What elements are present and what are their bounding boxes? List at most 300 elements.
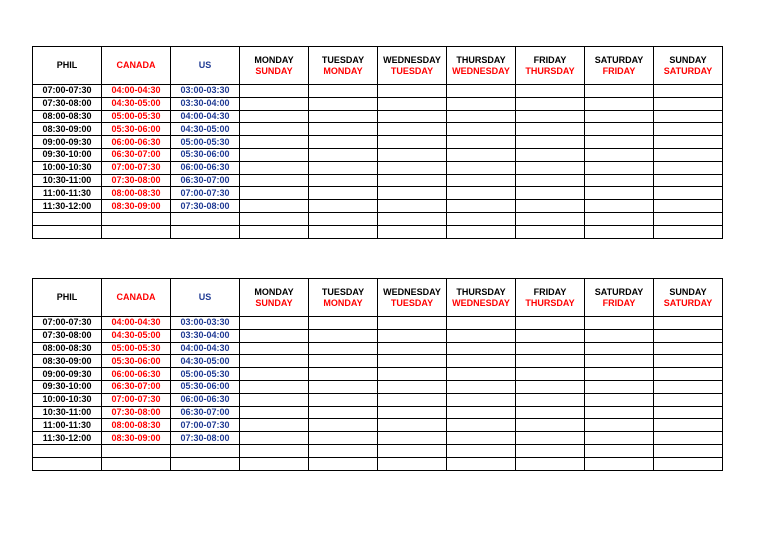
phil-time-cell: 09:30-10:00 bbox=[33, 148, 102, 161]
table-row bbox=[33, 419, 723, 432]
schedule-cell bbox=[378, 317, 447, 330]
us-time-cell: 03:30-04:00 bbox=[171, 329, 240, 342]
phil-header: PHIL bbox=[33, 279, 102, 317]
schedule-cell bbox=[516, 393, 585, 406]
schedule-cell bbox=[654, 174, 723, 187]
schedule-cell bbox=[447, 342, 516, 355]
schedule-cell bbox=[240, 432, 309, 445]
us-time-cell bbox=[171, 457, 240, 470]
day-header-local: SATURDAY bbox=[594, 54, 644, 65]
phil-time-cell: 10:30-11:00 bbox=[33, 174, 102, 187]
schedule-cell bbox=[585, 419, 654, 432]
phil-time-cell bbox=[33, 225, 102, 238]
schedule-cell bbox=[516, 355, 585, 368]
schedule-cell bbox=[585, 148, 654, 161]
day-header-remote: WEDNESDAY bbox=[452, 297, 510, 308]
schedule-cell bbox=[378, 174, 447, 187]
us-time-cell: 07:30-08:00 bbox=[171, 432, 240, 445]
schedule-cell bbox=[585, 200, 654, 213]
schedule-cell bbox=[654, 444, 723, 457]
schedule-cell bbox=[309, 406, 378, 419]
day-header bbox=[378, 47, 447, 85]
schedule-cell bbox=[378, 355, 447, 368]
day-header bbox=[516, 47, 585, 85]
schedule-cell bbox=[378, 97, 447, 110]
schedule-cell bbox=[654, 148, 723, 161]
schedule-cell bbox=[585, 444, 654, 457]
canada-time-cell: 04:30-05:00 bbox=[102, 329, 171, 342]
schedule-cell bbox=[585, 123, 654, 136]
schedule-cell bbox=[447, 317, 516, 330]
day-header bbox=[447, 47, 516, 85]
us-time-cell: 04:30-05:00 bbox=[171, 355, 240, 368]
schedule-cell bbox=[585, 85, 654, 98]
us-time-cell: 07:00-07:30 bbox=[171, 419, 240, 432]
us-time-cell: 06:30-07:00 bbox=[171, 406, 240, 419]
day-header-local: THURSDAY bbox=[456, 54, 506, 65]
schedule-cell bbox=[585, 393, 654, 406]
schedule-cell bbox=[585, 342, 654, 355]
schedule-cell bbox=[516, 110, 585, 123]
schedule-cell bbox=[516, 200, 585, 213]
schedule-cell bbox=[309, 444, 378, 457]
day-header-remote: TUESDAY bbox=[390, 297, 434, 308]
table-row bbox=[33, 97, 723, 110]
schedule-cell bbox=[240, 136, 309, 149]
canada-time-cell: 07:00-07:30 bbox=[102, 393, 171, 406]
day-header-local: SATURDAY bbox=[594, 286, 644, 297]
schedule-cell bbox=[585, 174, 654, 187]
day-header-remote: FRIDAY bbox=[602, 65, 636, 76]
schedule-cell bbox=[378, 419, 447, 432]
table-row bbox=[33, 444, 723, 457]
schedule-cell bbox=[447, 148, 516, 161]
schedule-cell bbox=[378, 432, 447, 445]
table-row bbox=[33, 187, 723, 200]
schedule-cell bbox=[654, 368, 723, 381]
schedule-cell bbox=[447, 136, 516, 149]
table-row bbox=[33, 406, 723, 419]
schedule-cell bbox=[309, 85, 378, 98]
schedule-cell bbox=[447, 225, 516, 238]
canada-time-cell: 06:30-07:00 bbox=[102, 380, 171, 393]
schedule-cell bbox=[378, 225, 447, 238]
phil-time-cell bbox=[33, 444, 102, 457]
canada-time-cell: 04:00-04:30 bbox=[102, 85, 171, 98]
us-time-cell: 03:00-03:30 bbox=[171, 85, 240, 98]
day-header-local: THURSDAY bbox=[456, 286, 506, 297]
phil-time-cell bbox=[33, 457, 102, 470]
schedule-cell bbox=[378, 406, 447, 419]
schedule-cell bbox=[309, 457, 378, 470]
schedule-cell bbox=[309, 342, 378, 355]
day-header bbox=[585, 279, 654, 317]
phil-time-cell: 09:30-10:00 bbox=[33, 380, 102, 393]
day-header bbox=[654, 279, 723, 317]
us-time-cell: 04:00-04:30 bbox=[171, 342, 240, 355]
schedule-cell bbox=[516, 123, 585, 136]
schedule-cell bbox=[654, 187, 723, 200]
us-time-cell: 03:00-03:30 bbox=[171, 317, 240, 330]
schedule-cell bbox=[240, 212, 309, 225]
schedule-cell bbox=[240, 457, 309, 470]
schedule-cell bbox=[240, 368, 309, 381]
schedule-cell bbox=[516, 161, 585, 174]
day-header-remote: MONDAY bbox=[323, 297, 363, 308]
schedule-cell bbox=[654, 85, 723, 98]
schedule-cell bbox=[378, 342, 447, 355]
schedule-cell bbox=[378, 85, 447, 98]
phil-time-cell: 07:30-08:00 bbox=[33, 329, 102, 342]
canada-time-cell: 07:00-07:30 bbox=[102, 161, 171, 174]
day-header bbox=[654, 47, 723, 85]
canada-time-cell bbox=[102, 225, 171, 238]
schedule-cell bbox=[447, 110, 516, 123]
schedule-cell bbox=[585, 368, 654, 381]
us-time-cell: 05:00-05:30 bbox=[171, 136, 240, 149]
phil-time-cell: 11:00-11:30 bbox=[33, 187, 102, 200]
phil-time-cell: 07:00-07:30 bbox=[33, 85, 102, 98]
schedule-cell bbox=[516, 97, 585, 110]
phil-time-cell: 10:00-10:30 bbox=[33, 393, 102, 406]
day-header-local: TUESDAY bbox=[321, 54, 365, 65]
schedule-cell bbox=[585, 329, 654, 342]
us-header: US bbox=[171, 279, 240, 317]
schedule-cell bbox=[654, 329, 723, 342]
schedule-cell bbox=[516, 148, 585, 161]
schedule-cell bbox=[516, 85, 585, 98]
schedule-cell bbox=[516, 406, 585, 419]
schedule-cell bbox=[516, 457, 585, 470]
phil-time-cell: 09:00-09:30 bbox=[33, 136, 102, 149]
canada-time-cell: 05:30-06:00 bbox=[102, 355, 171, 368]
schedule-cell bbox=[516, 419, 585, 432]
schedule-cell bbox=[378, 187, 447, 200]
schedule-cell bbox=[309, 380, 378, 393]
header-row bbox=[33, 279, 723, 317]
schedule-cell bbox=[447, 161, 516, 174]
phil-time-cell: 08:00-08:30 bbox=[33, 110, 102, 123]
schedule-cell bbox=[240, 161, 309, 174]
canada-time-cell: 08:30-09:00 bbox=[102, 432, 171, 445]
schedule-cell bbox=[447, 419, 516, 432]
phil-time-cell: 10:00-10:30 bbox=[33, 161, 102, 174]
schedule-cell bbox=[309, 110, 378, 123]
schedule-cell bbox=[516, 329, 585, 342]
schedule-cell bbox=[309, 161, 378, 174]
day-header-local: TUESDAY bbox=[321, 286, 365, 297]
table-row bbox=[33, 200, 723, 213]
canada-time-cell: 08:30-09:00 bbox=[102, 200, 171, 213]
day-header-local: FRIDAY bbox=[533, 54, 567, 65]
day-header bbox=[309, 279, 378, 317]
schedule-cell bbox=[309, 393, 378, 406]
schedule-cell bbox=[585, 432, 654, 445]
schedule-cell bbox=[309, 123, 378, 136]
day-header-remote: THURSDAY bbox=[525, 65, 575, 76]
day-header-remote: THURSDAY bbox=[525, 297, 575, 308]
schedule-cell bbox=[585, 161, 654, 174]
schedule-cell bbox=[654, 419, 723, 432]
canada-header: CANADA bbox=[102, 47, 171, 85]
schedule-cell bbox=[654, 161, 723, 174]
canada-header: CANADA bbox=[102, 279, 171, 317]
schedule-cell bbox=[654, 317, 723, 330]
canada-time-cell: 06:00-06:30 bbox=[102, 136, 171, 149]
schedule-cell bbox=[309, 317, 378, 330]
schedule-cell bbox=[240, 174, 309, 187]
table-row bbox=[33, 457, 723, 470]
schedule-cell bbox=[240, 148, 309, 161]
schedule-cell bbox=[585, 380, 654, 393]
schedule-cell bbox=[240, 200, 309, 213]
phil-time-cell: 08:00-08:30 bbox=[33, 342, 102, 355]
schedule-cell bbox=[240, 110, 309, 123]
schedule-cell bbox=[447, 187, 516, 200]
schedule-table-2 bbox=[32, 278, 723, 471]
schedule-cell bbox=[516, 225, 585, 238]
schedule-cell bbox=[378, 148, 447, 161]
canada-time-cell: 05:00-05:30 bbox=[102, 342, 171, 355]
us-time-cell: 05:30-06:00 bbox=[171, 148, 240, 161]
schedule-cell bbox=[309, 200, 378, 213]
schedule-cell bbox=[309, 419, 378, 432]
canada-time-cell: 08:00-08:30 bbox=[102, 187, 171, 200]
phil-time-cell: 11:30-12:00 bbox=[33, 200, 102, 213]
day-header-local: SUNDAY bbox=[669, 54, 707, 65]
schedule-cell bbox=[240, 355, 309, 368]
canada-time-cell: 04:30-05:00 bbox=[102, 97, 171, 110]
schedule-cell bbox=[654, 355, 723, 368]
schedule-cell bbox=[654, 212, 723, 225]
table-row bbox=[33, 123, 723, 136]
phil-header: PHIL bbox=[33, 47, 102, 85]
schedule-cell bbox=[378, 212, 447, 225]
schedule-cell bbox=[309, 432, 378, 445]
schedule-cell bbox=[585, 110, 654, 123]
schedule-cell bbox=[447, 212, 516, 225]
us-time-cell: 07:30-08:00 bbox=[171, 200, 240, 213]
header-row bbox=[33, 47, 723, 85]
schedule-cell bbox=[240, 393, 309, 406]
canada-time-cell: 07:30-08:00 bbox=[102, 406, 171, 419]
table-row bbox=[33, 174, 723, 187]
schedule-cell bbox=[516, 174, 585, 187]
schedule-cell bbox=[240, 342, 309, 355]
schedule-cell bbox=[516, 368, 585, 381]
schedule-table-1 bbox=[32, 46, 723, 239]
schedule-cell bbox=[654, 136, 723, 149]
schedule-cell bbox=[585, 212, 654, 225]
schedule-cell bbox=[447, 406, 516, 419]
table-row bbox=[33, 393, 723, 406]
schedule-cell bbox=[309, 97, 378, 110]
schedule-cell bbox=[585, 317, 654, 330]
schedule-cell bbox=[654, 406, 723, 419]
schedule-cell bbox=[447, 432, 516, 445]
day-header-remote: WEDNESDAY bbox=[452, 65, 510, 76]
table-row bbox=[33, 161, 723, 174]
table-row bbox=[33, 110, 723, 123]
day-header-remote: SUNDAY bbox=[255, 297, 293, 308]
schedule-cell bbox=[447, 97, 516, 110]
schedule-cell bbox=[309, 136, 378, 149]
schedule-cell bbox=[654, 380, 723, 393]
phil-time-cell: 07:00-07:30 bbox=[33, 317, 102, 330]
schedule-cell bbox=[309, 355, 378, 368]
day-header-remote: TUESDAY bbox=[390, 65, 434, 76]
table-row bbox=[33, 355, 723, 368]
schedule-cell bbox=[309, 148, 378, 161]
schedule-cell bbox=[378, 123, 447, 136]
canada-time-cell: 06:30-07:00 bbox=[102, 148, 171, 161]
schedule-cell bbox=[585, 225, 654, 238]
schedule-body bbox=[33, 85, 723, 239]
day-header-remote: SATURDAY bbox=[663, 65, 713, 76]
schedule-cell bbox=[240, 329, 309, 342]
day-header bbox=[447, 279, 516, 317]
schedule-cell bbox=[240, 123, 309, 136]
schedule-cell bbox=[378, 457, 447, 470]
us-header: US bbox=[171, 47, 240, 85]
us-time-cell: 07:00-07:30 bbox=[171, 187, 240, 200]
phil-time-cell: 11:00-11:30 bbox=[33, 419, 102, 432]
schedule-cell bbox=[378, 444, 447, 457]
schedule-cell bbox=[447, 380, 516, 393]
schedule-cell bbox=[447, 174, 516, 187]
schedule-cell bbox=[516, 342, 585, 355]
schedule-cell bbox=[309, 212, 378, 225]
schedule-cell bbox=[378, 329, 447, 342]
canada-time-cell: 05:30-06:00 bbox=[102, 123, 171, 136]
schedule-cell bbox=[240, 406, 309, 419]
schedule-cell bbox=[585, 355, 654, 368]
schedule-cell bbox=[447, 85, 516, 98]
schedule-cell bbox=[654, 432, 723, 445]
phil-time-cell bbox=[33, 212, 102, 225]
us-time-cell: 03:30-04:00 bbox=[171, 97, 240, 110]
us-time-cell: 06:30-07:00 bbox=[171, 174, 240, 187]
schedule-cell bbox=[309, 368, 378, 381]
day-header-local: FRIDAY bbox=[533, 286, 567, 297]
schedule-cell bbox=[240, 380, 309, 393]
schedule-cell bbox=[516, 136, 585, 149]
day-header bbox=[309, 47, 378, 85]
schedule-cell bbox=[378, 200, 447, 213]
schedule-cell bbox=[447, 368, 516, 381]
schedule-cell bbox=[378, 136, 447, 149]
phil-time-cell: 11:30-12:00 bbox=[33, 432, 102, 445]
day-header-local: SUNDAY bbox=[669, 286, 707, 297]
phil-time-cell: 08:30-09:00 bbox=[33, 123, 102, 136]
schedule-cell bbox=[378, 161, 447, 174]
schedule-cell bbox=[585, 136, 654, 149]
schedule-cell bbox=[654, 457, 723, 470]
table-row bbox=[33, 329, 723, 342]
schedule-cell bbox=[654, 225, 723, 238]
day-header bbox=[240, 47, 309, 85]
day-header bbox=[516, 279, 585, 317]
schedule-cell bbox=[516, 380, 585, 393]
table-row bbox=[33, 212, 723, 225]
table-row bbox=[33, 148, 723, 161]
schedule-cell bbox=[240, 317, 309, 330]
schedule-cell bbox=[585, 187, 654, 200]
schedule-cell bbox=[447, 355, 516, 368]
schedule-cell bbox=[654, 393, 723, 406]
schedule-cell bbox=[447, 393, 516, 406]
us-time-cell bbox=[171, 212, 240, 225]
schedule-cell bbox=[309, 174, 378, 187]
table-row bbox=[33, 342, 723, 355]
day-header bbox=[378, 279, 447, 317]
schedule-cell bbox=[654, 342, 723, 355]
schedule-cell bbox=[447, 123, 516, 136]
us-time-cell: 04:30-05:00 bbox=[171, 123, 240, 136]
canada-time-cell bbox=[102, 212, 171, 225]
schedule-cell bbox=[240, 85, 309, 98]
us-time-cell: 06:00-06:30 bbox=[171, 161, 240, 174]
phil-time-cell: 09:00-09:30 bbox=[33, 368, 102, 381]
schedule-cell bbox=[378, 368, 447, 381]
day-header-remote: FRIDAY bbox=[602, 297, 636, 308]
table-row bbox=[33, 317, 723, 330]
table-row bbox=[33, 225, 723, 238]
phil-time-cell: 10:30-11:00 bbox=[33, 406, 102, 419]
schedule-cell bbox=[240, 187, 309, 200]
schedule-cell bbox=[654, 200, 723, 213]
schedule-cell bbox=[516, 444, 585, 457]
table-row bbox=[33, 85, 723, 98]
day-header bbox=[585, 47, 654, 85]
day-header-local: WEDNESDAY bbox=[383, 286, 441, 297]
day-header-local: MONDAY bbox=[254, 54, 294, 65]
canada-time-cell bbox=[102, 444, 171, 457]
schedule-cell bbox=[516, 212, 585, 225]
day-header-local: WEDNESDAY bbox=[383, 54, 441, 65]
schedule-cell bbox=[309, 329, 378, 342]
day-header bbox=[240, 279, 309, 317]
schedule-cell bbox=[585, 457, 654, 470]
table-row bbox=[33, 432, 723, 445]
schedule-cell bbox=[309, 225, 378, 238]
day-header-remote: SATURDAY bbox=[663, 297, 713, 308]
phil-time-cell: 08:30-09:00 bbox=[33, 355, 102, 368]
schedule-cell bbox=[240, 225, 309, 238]
canada-time-cell: 06:00-06:30 bbox=[102, 368, 171, 381]
day-header-remote: SUNDAY bbox=[255, 65, 293, 76]
schedule-cell bbox=[309, 187, 378, 200]
schedule-cell bbox=[654, 123, 723, 136]
schedule-cell bbox=[654, 97, 723, 110]
schedule-cell bbox=[585, 97, 654, 110]
phil-time-cell: 07:30-08:00 bbox=[33, 97, 102, 110]
us-time-cell: 04:00-04:30 bbox=[171, 110, 240, 123]
canada-time-cell: 05:00-05:30 bbox=[102, 110, 171, 123]
schedule-cell bbox=[516, 317, 585, 330]
us-time-cell: 05:00-05:30 bbox=[171, 368, 240, 381]
table-row bbox=[33, 368, 723, 381]
table-row bbox=[33, 136, 723, 149]
schedule-cell bbox=[240, 419, 309, 432]
schedule-cell bbox=[447, 444, 516, 457]
day-header-remote: MONDAY bbox=[323, 65, 363, 76]
canada-time-cell: 04:00-04:30 bbox=[102, 317, 171, 330]
schedule-cell bbox=[240, 97, 309, 110]
schedule-cell bbox=[516, 432, 585, 445]
schedule-cell bbox=[654, 110, 723, 123]
schedule-cell bbox=[585, 406, 654, 419]
